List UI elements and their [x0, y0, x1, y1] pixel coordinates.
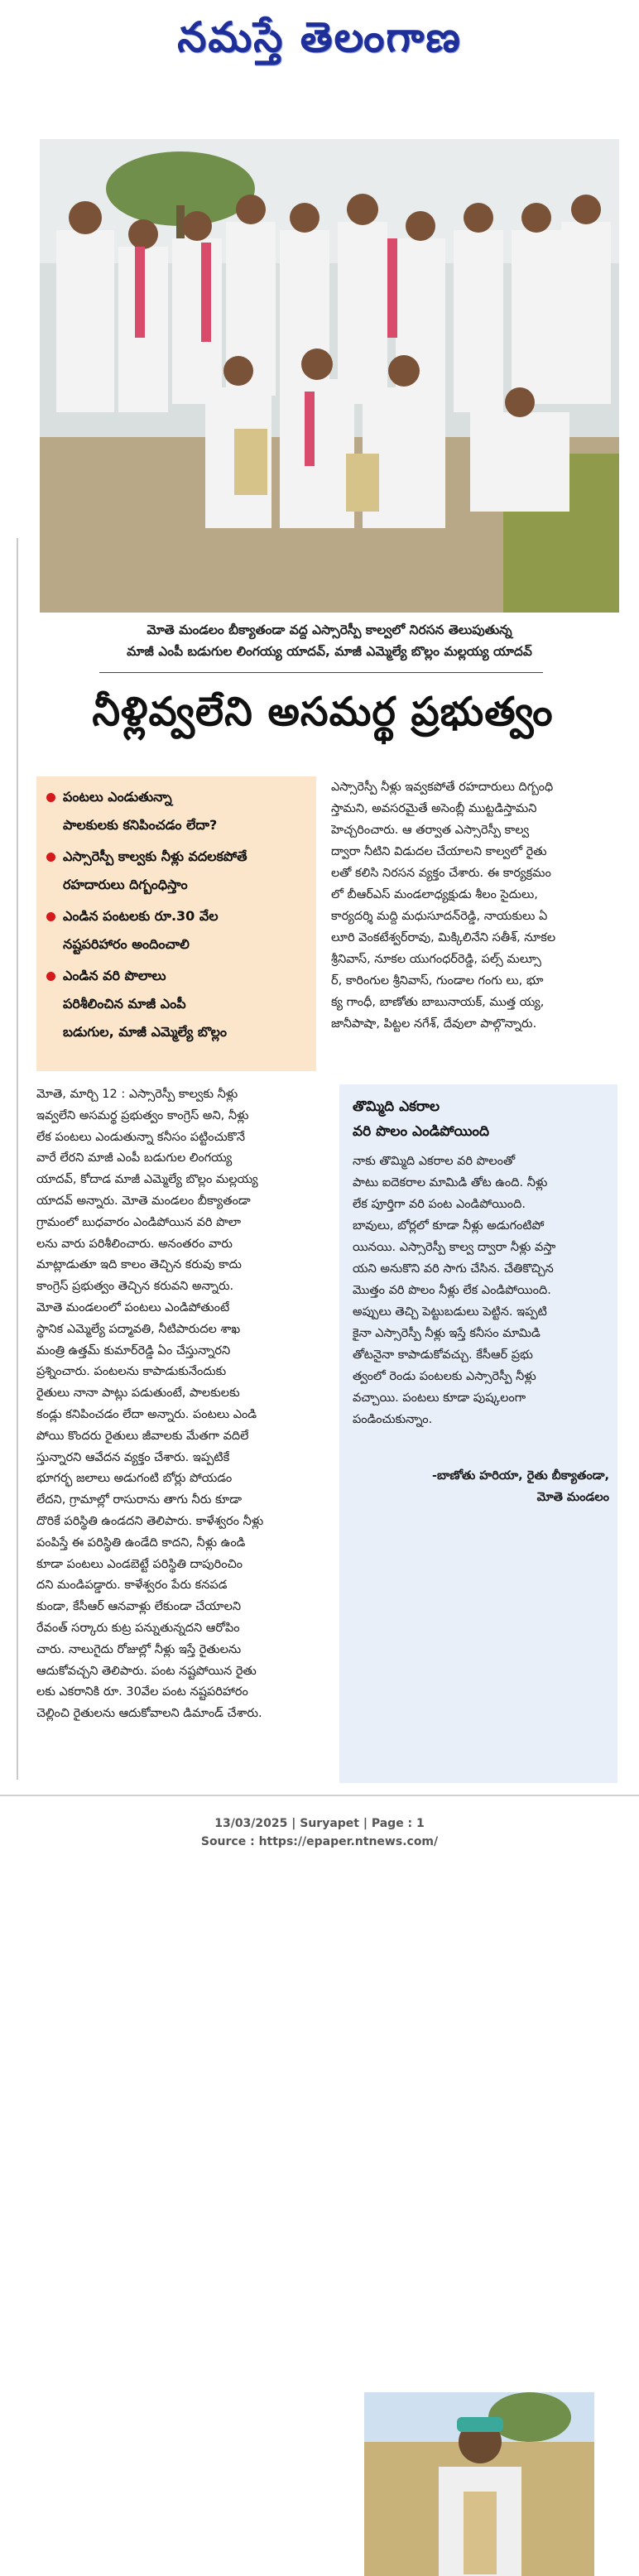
article-line: లేక పంటలు ఎండుతున్నా కనీసం పట్టించుకొనే — [36, 1130, 246, 1144]
article-line: రైతులు నానా పాట్లు పడుతుంటే, పాలకులకు — [36, 1387, 240, 1401]
article-line: ప్రశ్నించారు. పంటలను కాపాడుకునేందుకు — [36, 1365, 227, 1379]
article-line: మంత్రి ఉత్తమ్ కుమార్‌రెడ్డి ఏం చేస్తున్నారని — [36, 1343, 231, 1358]
article-line: స్తున్నారని ఆవేదన వ్యక్తం చేశారు. ఇప్పటికే — [36, 1450, 230, 1464]
footer-source-link[interactable]: Source : https://epaper.ntnews.com/ — [200, 1835, 439, 1848]
sidebar-line: వచ్చాయి. పంటలు కూడా పుష్కలంగా — [353, 1391, 526, 1405]
highlight-item — [45, 843, 310, 899]
sidebar-line: పాటు ఐదెకరాల మామిడి తోట ఉంది. నీళ్లు — [353, 1176, 548, 1189]
article-line: లకు ఎకరానికి రూ. 30వేల పంట నష్టపరిహారం — [36, 1685, 248, 1699]
bullet-icon — [46, 853, 55, 862]
article-line: లతో కలిసి నిరసన వ్యక్తం చేశారు. ఈ కార్యక్రమం — [331, 867, 551, 880]
article-line: ఎస్సారెస్పీ నీళ్లు ఇవ్వకపోతే రహదారులు దిగ్బంధి — [331, 781, 554, 794]
article-line: రేవంత్ సర్కారు కుట్ర పన్నుతున్నదని ఆరోపిం — [36, 1621, 240, 1635]
highlight-line: పాలకులకు కనిపించడం లేదా? — [63, 817, 218, 833]
article-line: క్య గాంధీ, బాణోతు బాబునాయక్, ముత్త య్య, — [331, 996, 545, 1009]
highlight-line: రహదారులు దిగ్బంధిస్తాం — [63, 877, 188, 892]
highlight-line: ఎస్సారెస్పీ కాల్వకు నీళ్లు వదలకపోతే — [63, 848, 247, 864]
highlight-line: ఎండిన పంటలకు రూ.30 వేల — [63, 908, 219, 924]
article-line: వారే లేరని మాజీ ఎంపీ బడుగుల లింగయ్య — [36, 1151, 233, 1165]
article-line: చారు. నాలుగైదు రోజుల్లో నీళ్లు ఇస్తే రైతులను — [36, 1642, 242, 1656]
highlight-item — [45, 783, 310, 839]
sidebar-signature — [353, 1465, 609, 1508]
article-line: జానీపాషా, పిట్టల నగేశ్, దేవులా పాల్గొన్నారు. — [331, 1017, 537, 1031]
footer-date-line: 13/03/2025 | Suryapet | Page : 1 — [214, 1817, 425, 1830]
article-line: చెల్లించి రైతులను ఆదుకోవాలని డిమాండ్ చేశారు. — [36, 1707, 262, 1721]
highlight-item — [45, 902, 310, 959]
signature-line: -బాణోతు హరియా, రైతు బీక్యాతండా, — [431, 1469, 609, 1483]
signature-line: మోతె మండలం — [536, 1491, 609, 1504]
highlights-box — [36, 776, 316, 1071]
article-line: లో బీఆర్ఎస్ మండలాధ్యక్షుడు శీలం సైదులు, — [331, 888, 538, 901]
bullet-icon — [46, 793, 55, 802]
article-line: ద్వారా నీటిని విడుదల చేయాలని కాల్వలో రైతు — [331, 845, 547, 858]
article-line: పంపిస్తే ఈ పరిస్థితి ఉండేది కాదని, నీళ్లు ఉండి — [36, 1536, 246, 1550]
article-line: లేదని, గ్రామాల్లో రాసురాను తాగు నీరు కూడా — [36, 1493, 242, 1507]
footer-divider — [0, 1795, 639, 1796]
article-line: పోయి కొందరు రైతులు జీవాలకు మేతగా వదిలే — [36, 1429, 249, 1443]
sidebar-line: లేక పూర్తిగా వరి పంట ఎండిపోయింది. — [353, 1198, 526, 1211]
sidebar-body — [353, 1151, 606, 1430]
article-line: భూగర్భ జలాలు అడుగంటి బోర్లు పోయడం — [36, 1472, 233, 1486]
article-line: లను వారు పరిశీలించారు. అనంతరం వారు — [36, 1237, 233, 1251]
article-line: లూరి వెంకటేశ్వర్‌రావు, మిక్కిలినేని సతీశ్, నూకల — [331, 931, 556, 944]
photo-caption — [50, 619, 609, 662]
sidebar-title — [353, 1094, 601, 1144]
article-line: కుండా, కేసీఆర్ ఆనవాళ్లు లేకుండా చేయాలని — [36, 1600, 242, 1614]
highlight-line: పంటలు ఎండుతున్నా — [63, 789, 172, 805]
article-line: మోతె మండలంలో పంటలు ఎండిపోతుంటే — [36, 1300, 230, 1314]
article-line: యాదవ్ అన్నారు. మోతె మండలం బీక్యాతండా — [36, 1194, 251, 1208]
article-line: స్థానిక ఎమ్మెల్యే పద్మావతి, నీటిపారుదల శాఖ — [36, 1322, 241, 1336]
sidebar-line: మొత్తం వరి పొలం నీళ్లు లేక ఎండిపోయింది. — [353, 1284, 551, 1297]
article-line: దని మండిపడ్డారు. కాళేశ్వరం పేరు కనపడ — [36, 1579, 228, 1593]
farmer-photo — [364, 2392, 594, 2576]
caption-line: మాజీ ఎంపీ బడుగుల లింగయ్య యాదవ్, మాజీ ఎమ్మెల్యే బొల్లం మల్లయ్య యాదవ్ — [127, 644, 532, 659]
sidebar-line: తోటనైనా కాపాడుకోవచ్చు. కేసీఆర్ ప్రభు — [353, 1348, 533, 1362]
sidebar-line: యినయి. ఎస్సారెస్పీ కాల్వ ద్వారా నీళ్లు వస్తా — [353, 1241, 556, 1254]
sidebar-line: పండించుకున్నాం. — [353, 1413, 433, 1426]
bullet-icon — [46, 912, 55, 921]
article-line: కండ్లు కనిపించడం లేదా అన్నారు. పంటలు ఎండి — [36, 1407, 257, 1421]
article-line: గ్రామంలో బుధవారం ఎండిపోయిన వరి పొలా — [36, 1215, 242, 1229]
bullet-icon — [46, 972, 55, 981]
highlight-line: పరిశీలించిన మాజీ ఎంపీ — [63, 996, 186, 1012]
caption-line: మోతె మండలం బీక్యాతండా వద్ద ఎస్సారెస్పీ కాల్వలో నిరసన తెలుపుతున్న — [147, 622, 512, 637]
sidebar-line: బావులు, బోర్లలో కూడా నీళ్లు అడుగంటిపో — [353, 1219, 545, 1233]
article-left-column — [36, 1084, 318, 1725]
farmer-quote-box — [339, 1084, 617, 1783]
article-line: మోతె, మార్చి 12 : ఎస్సారెస్పీ కాల్వకు నీళ్లు — [36, 1088, 238, 1101]
article-line: స్తామని, అవసరమైతే అసెంబ్లీ ముట్టడిస్తామని — [331, 802, 537, 815]
article-line: యాదవ్, కోదాడ మాజీ ఎమ్మెల్యే బొల్లం మల్లయ్య — [36, 1173, 258, 1187]
article-line: ఆదుకోవచ్చని తెలిపారు. పంట నష్టపోయిన రైతు — [36, 1664, 257, 1678]
highlight-line: ఎండిన వరి పొలాలు — [63, 968, 166, 983]
article-line: కార్యదర్శి మద్ది మధుసూదన్‌రెడ్డి, నాయకులు ఏ — [331, 910, 548, 923]
article-line: ర్, కారింగుల శ్రీనివాస్, గుండాల గంగు లు, భూ — [331, 974, 544, 988]
article-line: హెచ్చరించారు. ఆ తర్వాత ఎస్సారెస్పీ కాల్వ — [331, 824, 530, 837]
article-line: ఇవ్వలేని అసమర్థ ప్రభుత్వం కాంగ్రెస్ అని, నీళ్లు — [36, 1108, 249, 1122]
highlight-line: బడుగుల, మాజీ ఎమ్మెల్యే బొల్లం — [63, 1024, 228, 1040]
sidebar-line: అప్పులు తెచ్చి పెట్టుబడులు పెట్టిన. ఇప్పటి — [353, 1305, 547, 1319]
article-line: శ్రీనివాస్, నూకల యుగంధర్‌రెడ్డి, పల్స్ మల్సూ — [331, 953, 541, 966]
masthead-title: నమస్తే తెలంగాణ — [177, 12, 462, 61]
headline: నీళ్లివ్వలేని అసమర్థ ప్రభుత్వం — [92, 689, 554, 735]
article-line: కూడా పంటలు ఎండబెట్టే పరిస్థితి దాపురించిం — [36, 1557, 243, 1571]
column-divider — [17, 538, 18, 1780]
article-line: మాట్లాడుతూ ఇది కాలం తెచ్చిన కరువు కాదు — [36, 1258, 242, 1272]
sidebar-line: యని అనుకొని వరి సాగు చేసిన. చేతికొచ్చిన — [353, 1262, 554, 1276]
caption-divider — [99, 672, 543, 673]
highlight-item — [45, 962, 310, 1046]
group-photo — [40, 139, 619, 613]
article-line: కాంగ్రెస్ ప్రభుత్వం తెచ్చిన కరువని అన్నారు. — [36, 1280, 234, 1294]
footer — [0, 1814, 639, 1851]
article-right-column — [331, 776, 611, 1035]
sidebar-line: కైనా ఎస్సారెస్పీ నీళ్లు ఇస్తే కనీసం మామిడి — [353, 1327, 541, 1340]
sidebar-title-line: వరి పొలం ఎండిపోయింది — [353, 1123, 490, 1140]
sidebar-line: త్వంలో రెండు పంటలకు ఎస్సారెస్పీ నీళ్లు — [353, 1370, 536, 1383]
sidebar-title-line: తొమ్మిది ఎకరాల — [353, 1098, 440, 1115]
highlight-line: నష్టపరిహారం అందించాలి — [63, 936, 190, 952]
sidebar-line: నాకు తొమ్మిది ఎకరాల వరి పొలంతో — [353, 1155, 516, 1168]
article-line: దొరికే పరిస్థితి ఉండదని తెలిపారు. కాళేశ్వరం నీళ్లు — [36, 1514, 264, 1528]
